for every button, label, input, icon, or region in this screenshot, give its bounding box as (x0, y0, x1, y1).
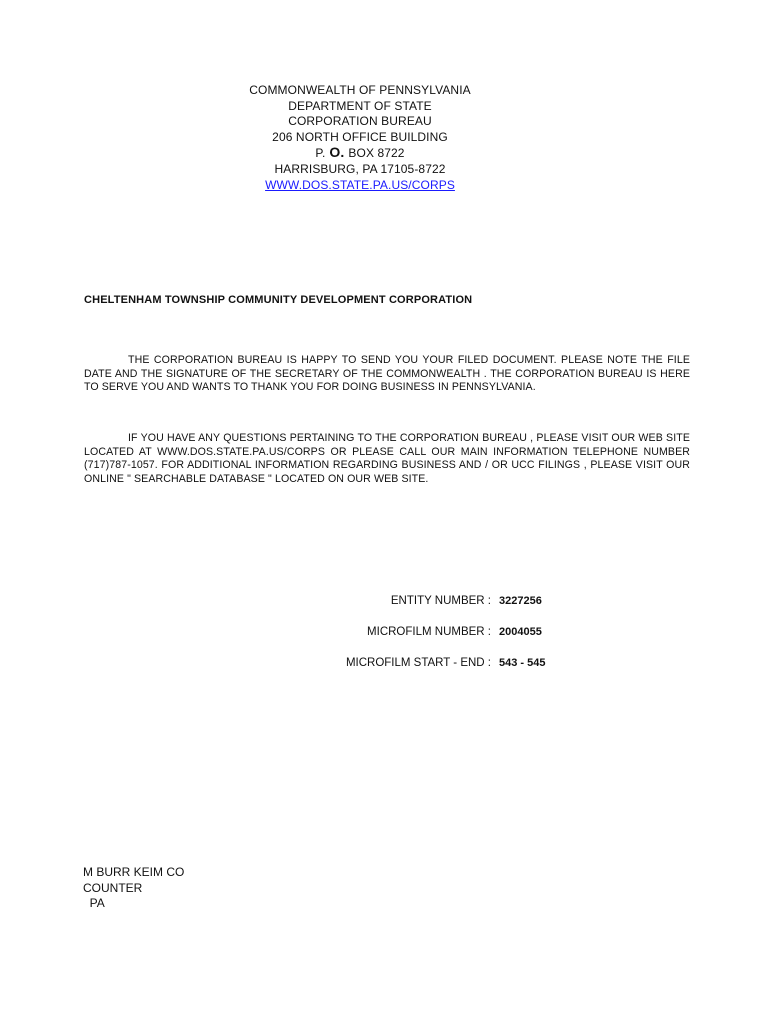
letterhead (160, 83, 560, 193)
entity-number-label: ENTITY NUMBER : (390, 595, 491, 607)
letterhead-commonwealth: COMMONWEALTH OF PENNSYLVANIA (249, 83, 471, 97)
letterhead-website-line (160, 178, 560, 194)
address-line-3: PA (83, 896, 105, 910)
entity-name: CHELTENHAM TOWNSHIP COMMUNITY DEVELOPMENT CORPORATION (84, 294, 473, 306)
microfilm-number-label: MICROFILM NUMBER : (367, 626, 491, 638)
po-prefix: P. (315, 146, 326, 161)
po-o: O. (329, 144, 345, 161)
address-line-2: COUNTER (83, 880, 143, 895)
mailing-address (83, 865, 184, 912)
letterhead-po-box (160, 145, 560, 162)
microfilm-range-label: MICROFILM START - END : (345, 657, 491, 669)
address-line-1: M BURR KEIM CO (83, 865, 185, 879)
po-suffix: BOX 8722 (348, 146, 405, 161)
website-link[interactable]: WWW.DOS.STATE.PA.US/CORPS (265, 177, 455, 192)
microfilm-range-value: 543 - 545 (499, 657, 546, 669)
body-paragraph-thank-you: THE CORPORATION BUREAU IS HAPPY TO SEND YOU YOUR FILED DOCUMENT. PLEASE NOTE THE FILE DATE AND THE SIGNATURE OF THE SECRETARY OF THE COMMONWEALTH . THE CORPORATION BUREAU IS HERE TO SERVE YOU AND WANTS TO THANK YOU FOR DOING BUSINESS IN PENNSYLVANIA. (84, 354, 690, 394)
letterhead-city: HARRISBURG, PA 17105-8722 (274, 161, 446, 176)
letterhead-department: DEPARTMENT OF STATE (288, 98, 432, 113)
entity-number-value: 3227256 (499, 595, 542, 607)
body-paragraph-questions: IF YOU HAVE ANY QUESTIONS PERTAINING TO THE CORPORATION BUREAU , PLEASE VISIT OUR WEB SITE LOCATED AT WWW.DOS.STATE.PA.US/CORPS OR PLEASE CALL OUR MAIN INFORMATION TELEPHONE NUMBER (717)787-1057. FOR ADDITIONAL INFORMATION REGARDING BUSINESS AND / OR UCC FILINGS , PLEASE VISIT OUR ONLINE " SEARCHABLE DATABASE " LOCATED ON OUR WEB SITE. (84, 432, 690, 486)
letterhead-bureau: CORPORATION BUREAU (288, 114, 432, 129)
letterhead-building: 206 NORTH OFFICE BUILDING (272, 129, 448, 144)
microfilm-number-value: 2004055 (499, 626, 542, 638)
